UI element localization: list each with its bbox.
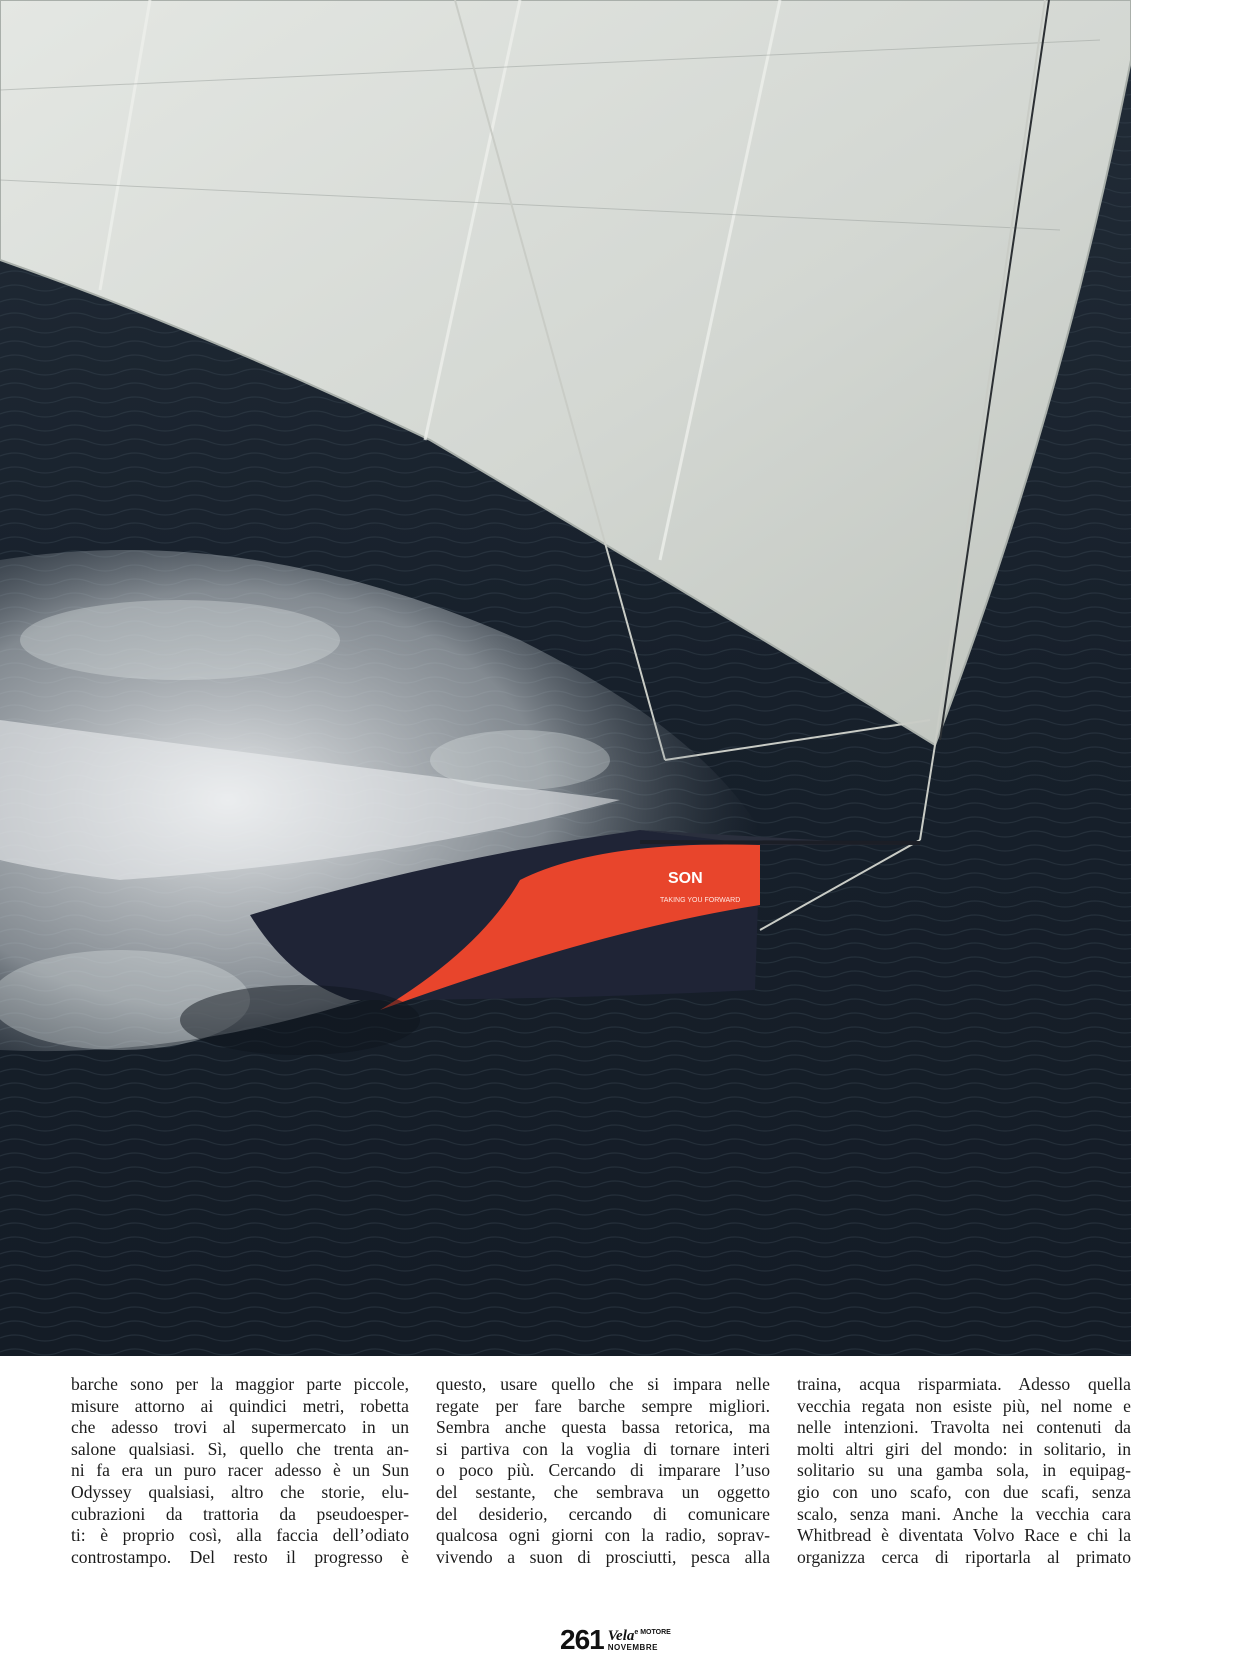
text-line: salone qualsiasi. Sì, quello che trenta an- [71,1438,409,1459]
text-line: vivendo a suon di prosciutti, pesca alla [436,1546,770,1567]
text-line: ti: è proprio così, alla faccia dell’odiato [71,1525,409,1546]
text-line: scalo, senza mani. Anche la vecchia cara [797,1503,1131,1524]
text-line: barche sono per la maggior parte piccole, [71,1374,409,1394]
text-line: che adesso trovi al supermercato in un [71,1417,409,1438]
text-line: Sembra anche questa bassa retorica, ma [436,1417,770,1438]
bowsprit [640,842,920,843]
text-line: ni fa era un puro racer adesso è un Sun [71,1460,409,1481]
text-line: questo, usare quello che si impara nelle [436,1374,770,1394]
page-number: 261 [560,1624,604,1655]
text-line: Odyssey qualsiasi, altro che storie, elu- [71,1481,409,1502]
text-line: solitario su una gamba sola, in equipag- [797,1460,1131,1481]
issue-month: NOVEMBRE [607,1642,658,1652]
hull-sponsor-text: SON [668,870,703,887]
text-line: gio con uno scafo, con due scafi, senza [797,1481,1131,1502]
text-line: Whitbread è diventata Volvo Race e chi la [797,1525,1131,1546]
text-line: controstampo. Del resto il progresso è [71,1546,409,1567]
magazine-name: Vela$^{e MOTORE}$ [607,1627,671,1644]
text-line: si partiva con la voglia di tornare interi [436,1438,770,1459]
text-line: del desiderio, cercando di comunicare [436,1503,770,1524]
text-line: organizza cerca di riportarla al primato [797,1546,1131,1567]
article-column-1 [71,1374,409,1568]
text-line: misure attorno ai quindici metri, robetta [71,1395,409,1416]
text-line: regate per fare barche sempre migliori. [436,1395,770,1416]
text-line: qualcosa ogni giorni con la radio, soprav- [436,1525,770,1546]
article-column-2 [436,1374,770,1568]
article-body [0,1374,1131,1594]
text-line: cubrazioni da trattoria da pseudoesper- [71,1503,409,1524]
text-line: del sestante, che sembrava un oggetto [436,1481,770,1502]
text-line: nelle intenzioni. Travolta nei contenuti da [797,1417,1131,1438]
text-line: molti altri giri del mondo: in solitario, in [797,1438,1131,1459]
hull-shadow [180,985,420,1055]
page-footer [560,1622,671,1658]
hull-tagline: TAKING YOU FORWARD [660,897,741,904]
text-line: traina, acqua risparmiata. Adesso quella [797,1374,1131,1394]
text-line: vecchia regata non esiste più, nel nome e [797,1395,1131,1416]
text-line: o poco più. Cercando di imparare l’uso [436,1460,770,1481]
magazine-logo [608,1629,671,1652]
article-column-3 [797,1374,1131,1568]
